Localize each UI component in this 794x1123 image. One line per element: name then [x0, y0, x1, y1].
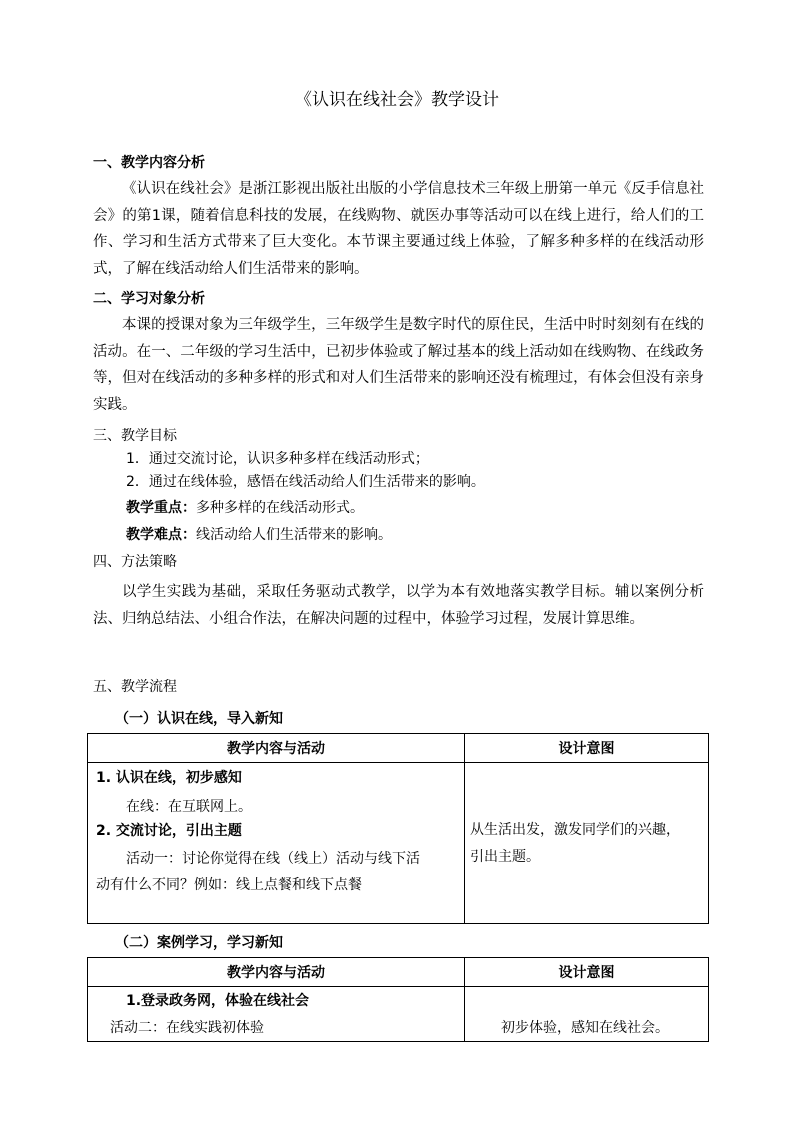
part2-activities-cell — [88, 987, 465, 1042]
method-strategy-paragraph: 以学生实践为基础，采取任务驱动式教学，以学为本有效地落实教学目标。辅以案例分析法、归纳总结法、小组合作法，在解决问题的过程中，体验学习过程，发展计算思维。 — [93, 584, 704, 627]
part2-col-activities: 教学内容与活动 — [88, 958, 465, 987]
part2-intent-cell — [465, 987, 709, 1042]
section-heading-teaching-process: 五、教学流程 — [93, 679, 177, 695]
teaching-goal-1: 1．通过交流讨论，认识多种多样在线活动形式； — [126, 451, 429, 467]
part1-item1-text: 在线：在互联网上。 — [126, 799, 252, 815]
part2-col-intent: 设计意图 — [465, 958, 709, 987]
difficult-point-text: 线活动给人们生活带来的影响。 — [196, 527, 392, 543]
part1-item2-text-b: 动有什么不同？例如：线上点餐和线下点餐 — [96, 877, 362, 893]
difficult-point-label: 教学难点： — [126, 527, 196, 543]
part1-activities-cell — [88, 763, 465, 924]
part2-item1-text: 活动二：在线实践初体验 — [110, 1020, 264, 1036]
section-heading-teaching-goals: 三、教学目标 — [93, 428, 177, 444]
difficult-point — [126, 525, 392, 545]
section-heading-method-strategy: 四、方法策略 — [93, 554, 177, 570]
part1-table — [87, 733, 709, 924]
content-analysis-paragraph: 《认识在线社会》是浙江影视出版社出版的小学信息技术三年级上册第一单元《反手信息社会》的第1课，随着信息科技的发展，在线购物、就医办事等活动可以在线上进行，给人们的工作、学习和生活方式带来了巨大变化。本节课主要通过线上体验，了解多种多样的在线活动形式，了解在线活动给人们生活带来的影响。 — [93, 181, 704, 277]
key-point-label: 教学重点： — [126, 500, 196, 516]
part1-intent-a: 从生活出发，激发同学们的兴趣， — [470, 822, 680, 838]
part1-item1-title: 1. 认识在线，初步感知 — [96, 770, 242, 786]
part2-table — [87, 957, 709, 1042]
key-point-text: 多种多样的在线活动形式。 — [196, 500, 364, 516]
part2-intent: 初步体验，感知在线社会。 — [501, 1020, 669, 1036]
part2-heading: （二）案例学习，学习新知 — [115, 935, 283, 951]
part1-col-intent: 设计意图 — [465, 734, 709, 763]
table-row — [88, 987, 709, 1042]
part2-item1-title: 1.登录政务网，体验在线社会 — [126, 993, 310, 1009]
table-row — [88, 763, 709, 924]
document-title: 《认识在线社会》教学设计 — [295, 90, 499, 110]
part1-col-activities: 教学内容与活动 — [88, 734, 465, 763]
part1-item2-title: 2. 交流讨论，引出主题 — [96, 823, 242, 839]
section-heading-content-analysis: 一、教学内容分析 — [93, 155, 205, 171]
part1-intent-b: 引出主题。 — [470, 849, 540, 865]
learner-analysis-paragraph: 本课的授课对象为三年级学生，三年级学生是数字时代的原住民，生活中时时刻刻有在线的活动。在一、二年级的学习生活中，已初步体验或了解过基本的线上活动如在线购物、在线政务等，但对在线活动的多种多样的形式和对人们生活带来的影响还没有梳理过，有体会但没有亲身实践。 — [93, 317, 704, 413]
key-point — [126, 498, 364, 518]
part1-item2-text-a: 活动一：讨论你觉得在线（线上）活动与线下活 — [126, 851, 420, 867]
teaching-goal-2: 2．通过在线体验，感悟在线活动给人们生活带来的影响。 — [126, 474, 485, 490]
section-heading-learner-analysis: 二、学习对象分析 — [93, 291, 205, 307]
part1-intent-cell — [465, 763, 709, 924]
part1-heading: （一）认识在线，导入新知 — [115, 711, 283, 727]
